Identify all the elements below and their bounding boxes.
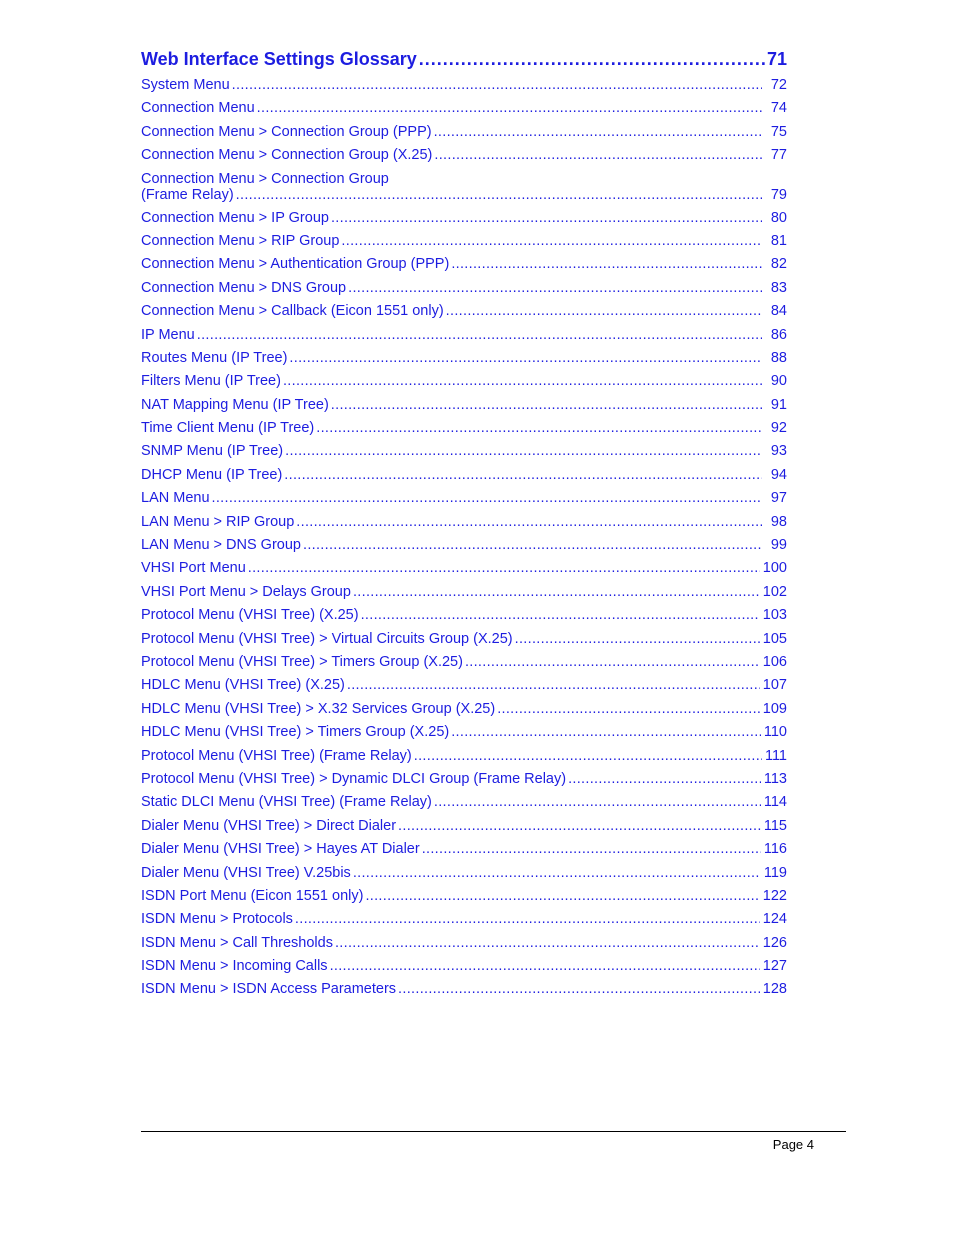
dot-leader bbox=[330, 958, 760, 974]
toc-entry[interactable] bbox=[141, 100, 787, 123]
toc-entry-title: ISDN Menu > Incoming Calls bbox=[141, 958, 328, 975]
toc-entry[interactable] bbox=[141, 373, 787, 396]
toc-entry-title: HDLC Menu (VHSI Tree) (X.25) bbox=[141, 677, 345, 694]
toc-entry-title: Connection Menu > RIP Group bbox=[141, 232, 340, 249]
toc-entry-title: ISDN Port Menu (Eicon 1551 only) bbox=[141, 887, 364, 904]
toc-entry-title: Routes Menu (IP Tree) bbox=[141, 349, 288, 366]
toc-entry-page: 93 bbox=[770, 443, 787, 460]
dot-leader bbox=[414, 748, 762, 764]
dot-leader bbox=[341, 233, 762, 249]
toc-entry[interactable] bbox=[141, 981, 787, 1004]
toc-entry-title: Protocol Menu (VHSI Tree) > Virtual Circuits Group (X.25) bbox=[141, 630, 513, 647]
toc-entry-page: 94 bbox=[770, 466, 787, 483]
toc-entry-page: 127 bbox=[762, 958, 787, 975]
dot-leader bbox=[197, 327, 762, 343]
toc-entry-title: Protocol Menu (VHSI Tree) (Frame Relay) bbox=[141, 747, 412, 764]
dot-leader bbox=[303, 537, 762, 553]
toc-entry-page: 80 bbox=[770, 209, 787, 226]
toc-heading-page: 71 bbox=[766, 49, 787, 69]
dot-leader bbox=[257, 100, 762, 116]
toc-entry-title-line1: Connection Menu > Connection Group bbox=[141, 170, 389, 187]
page-number: Page 4 bbox=[772, 1137, 814, 1152]
toc-entry-title: DHCP Menu (IP Tree) bbox=[141, 466, 283, 483]
toc-entry-page: 83 bbox=[770, 279, 787, 296]
toc-entry-page: 103 bbox=[762, 607, 787, 624]
toc-entry[interactable] bbox=[141, 841, 787, 864]
toc-entry[interactable] bbox=[141, 748, 787, 771]
dot-leader bbox=[335, 935, 760, 951]
toc-entry[interactable] bbox=[141, 818, 787, 841]
toc-entry-title: ISDN Menu > Call Thresholds bbox=[141, 934, 333, 951]
toc-entry-list bbox=[141, 77, 787, 1005]
dot-leader bbox=[353, 865, 761, 881]
toc-entry-page: 126 bbox=[762, 934, 787, 951]
dot-leader bbox=[568, 771, 761, 787]
dot-leader bbox=[212, 490, 762, 506]
toc-entry[interactable] bbox=[141, 147, 787, 170]
dot-leader bbox=[289, 350, 762, 366]
toc-entry-page: 107 bbox=[762, 677, 787, 694]
toc-entry-title: LAN Menu > DNS Group bbox=[141, 537, 301, 554]
dot-leader bbox=[283, 373, 762, 389]
toc-entry-page: 82 bbox=[770, 256, 787, 273]
toc-entry-page: 77 bbox=[770, 147, 787, 164]
dot-leader bbox=[331, 397, 762, 413]
toc-entry[interactable] bbox=[141, 256, 787, 279]
toc-entry[interactable] bbox=[141, 537, 787, 560]
toc-entry-title: Static DLCI Menu (VHSI Tree) (Frame Relay) bbox=[141, 794, 432, 811]
toc-entry[interactable] bbox=[141, 724, 787, 747]
toc-section-heading[interactable] bbox=[141, 48, 787, 70]
toc-entry[interactable] bbox=[141, 794, 787, 817]
toc-entry[interactable] bbox=[141, 911, 787, 934]
toc-entry-title: LAN Menu > RIP Group bbox=[141, 513, 295, 530]
toc-entry-page: 84 bbox=[770, 303, 787, 320]
toc-entry-title: Dialer Menu (VHSI Tree) > Direct Dialer bbox=[141, 817, 397, 834]
toc-entry-page: 79 bbox=[770, 186, 787, 203]
toc-entry-title: Connection Menu > Connection Group (PPP) bbox=[141, 123, 432, 140]
dot-leader bbox=[331, 210, 762, 226]
dot-leader bbox=[236, 187, 762, 203]
toc-entry[interactable] bbox=[141, 701, 787, 724]
toc-entry-page: 91 bbox=[770, 396, 787, 413]
dot-leader bbox=[284, 467, 762, 483]
toc-entry-page: 75 bbox=[770, 123, 787, 140]
toc-entry-title: LAN Menu bbox=[141, 490, 210, 507]
dot-leader bbox=[398, 818, 761, 834]
toc-entry-title: ISDN Menu > Protocols bbox=[141, 911, 293, 928]
toc-entry[interactable] bbox=[141, 888, 787, 911]
toc-entry[interactable] bbox=[141, 490, 787, 513]
toc-entry-page: 106 bbox=[762, 653, 787, 670]
dot-leader bbox=[365, 888, 759, 904]
toc-entry-page: 98 bbox=[770, 513, 787, 530]
dot-leader bbox=[296, 514, 762, 530]
toc-entry-page: 128 bbox=[762, 981, 787, 998]
toc-entry-page: 109 bbox=[762, 700, 787, 717]
toc-entry-page: 92 bbox=[770, 420, 787, 437]
toc-entry[interactable] bbox=[141, 327, 787, 350]
dot-leader bbox=[419, 48, 765, 70]
toc-entry[interactable] bbox=[141, 771, 787, 794]
toc-entry[interactable] bbox=[141, 280, 787, 303]
toc-entry-title: Connection Menu > Authentication Group (PPP) bbox=[141, 256, 450, 273]
toc-entry[interactable] bbox=[141, 467, 787, 490]
dot-leader bbox=[248, 560, 760, 576]
toc-entry-page: 100 bbox=[762, 560, 787, 577]
toc-entry-title: Protocol Menu (VHSI Tree) > Timers Group (X.25) bbox=[141, 653, 463, 670]
toc-entry-page: 105 bbox=[762, 630, 787, 647]
toc-entry-title-line2: (Frame Relay) bbox=[141, 186, 234, 203]
toc-entry[interactable] bbox=[141, 77, 787, 100]
toc-entry-title: System Menu bbox=[141, 77, 230, 93]
toc-entry[interactable] bbox=[141, 560, 787, 583]
toc-entry-page: 113 bbox=[763, 770, 787, 787]
footer-divider bbox=[141, 1131, 846, 1132]
toc-entry[interactable] bbox=[141, 935, 787, 958]
toc-entry-page: 88 bbox=[770, 349, 787, 366]
toc-entry-title: Dialer Menu (VHSI Tree) > Hayes AT Dialer bbox=[141, 841, 420, 858]
dot-leader bbox=[434, 794, 761, 810]
toc-entry-title: Protocol Menu (VHSI Tree) > Dynamic DLCI Group (Frame Relay) bbox=[141, 770, 567, 787]
toc-entry[interactable] bbox=[141, 607, 787, 630]
toc-entry-page: 115 bbox=[763, 817, 787, 834]
dot-leader bbox=[434, 147, 762, 163]
toc-entry-title: SNMP Menu (IP Tree) bbox=[141, 443, 284, 460]
toc-entry[interactable] bbox=[141, 514, 787, 537]
toc-entry-title: Connection Menu > Callback (Eicon 1551 only) bbox=[141, 303, 444, 320]
toc-entry-title: HDLC Menu (VHSI Tree) > Timers Group (X.25) bbox=[141, 724, 450, 741]
dot-leader bbox=[422, 841, 761, 857]
toc-entry-page: 72 bbox=[770, 77, 787, 93]
toc-entry-page: 114 bbox=[763, 794, 787, 811]
toc-entry-title: Connection Menu > DNS Group bbox=[141, 279, 347, 296]
dot-leader bbox=[353, 584, 760, 600]
toc-entry-page: 74 bbox=[770, 100, 787, 117]
toc-entry-page: 99 bbox=[770, 537, 787, 554]
toc-entry-page: 116 bbox=[763, 841, 787, 858]
toc-entry-title: IP Menu bbox=[141, 326, 195, 343]
dot-leader bbox=[348, 280, 762, 296]
dot-leader bbox=[398, 981, 760, 997]
toc-entry-title: NAT Mapping Menu (IP Tree) bbox=[141, 396, 329, 413]
dot-leader bbox=[497, 701, 760, 717]
toc-entry[interactable] bbox=[141, 631, 787, 654]
toc-entry-title: VHSI Port Menu bbox=[141, 560, 246, 577]
toc-entry-page: 90 bbox=[770, 373, 787, 390]
toc-entry[interactable] bbox=[141, 350, 787, 373]
dot-leader bbox=[446, 303, 762, 319]
dot-leader bbox=[285, 443, 762, 459]
toc-entry-page: 110 bbox=[763, 724, 787, 741]
dot-leader bbox=[316, 420, 762, 436]
dot-leader bbox=[465, 654, 760, 670]
dot-leader bbox=[232, 77, 762, 93]
toc-entry[interactable] bbox=[141, 210, 787, 233]
toc-entry-page: 122 bbox=[762, 887, 787, 904]
toc-entry-title: Connection Menu > IP Group bbox=[141, 209, 329, 226]
toc-entry[interactable] bbox=[141, 654, 787, 677]
toc-entry[interactable] bbox=[141, 420, 787, 443]
toc-entry[interactable] bbox=[141, 124, 787, 147]
dot-leader bbox=[295, 911, 760, 927]
dot-leader bbox=[434, 124, 762, 140]
toc-entry[interactable] bbox=[141, 584, 787, 607]
toc-entry-page: 102 bbox=[762, 583, 787, 600]
toc-entry[interactable] bbox=[141, 443, 787, 466]
toc-entry[interactable] bbox=[141, 958, 787, 981]
toc-entry-title: Protocol Menu (VHSI Tree) (X.25) bbox=[141, 607, 359, 624]
toc-entry-title: Filters Menu (IP Tree) bbox=[141, 373, 281, 390]
toc-entry-title: HDLC Menu (VHSI Tree) > X.32 Services Group (X.25) bbox=[141, 700, 496, 717]
dot-leader bbox=[515, 631, 760, 647]
dot-leader bbox=[347, 677, 760, 693]
toc-entry[interactable] bbox=[141, 233, 787, 256]
toc-entry-title: Dialer Menu (VHSI Tree) V.25bis bbox=[141, 864, 351, 881]
toc-entry-title: Connection Menu > Connection Group (X.25) bbox=[141, 147, 433, 164]
toc-entry-page: 97 bbox=[770, 490, 787, 507]
toc-entry-page: 81 bbox=[770, 232, 787, 249]
toc-entry-title: Connection Menu bbox=[141, 100, 255, 117]
toc-entry-page: 119 bbox=[763, 864, 787, 881]
dot-leader bbox=[361, 607, 760, 623]
toc-entry[interactable] bbox=[141, 171, 787, 210]
toc-entry-title: ISDN Menu > ISDN Access Parameters bbox=[141, 981, 397, 998]
toc-entry[interactable] bbox=[141, 865, 787, 888]
toc-entry-page: 124 bbox=[762, 911, 787, 928]
dot-leader bbox=[451, 724, 761, 740]
table-of-contents bbox=[141, 48, 787, 1005]
toc-entry[interactable] bbox=[141, 397, 787, 420]
dot-leader bbox=[451, 256, 762, 272]
toc-heading-title: Web Interface Settings Glossary bbox=[141, 49, 417, 69]
toc-entry-title: Time Client Menu (IP Tree) bbox=[141, 420, 315, 437]
toc-entry-page: 86 bbox=[770, 326, 787, 343]
toc-entry-page: 111 bbox=[764, 747, 787, 764]
toc-entry[interactable] bbox=[141, 677, 787, 700]
toc-entry[interactable] bbox=[141, 303, 787, 326]
toc-entry-title: VHSI Port Menu > Delays Group bbox=[141, 583, 351, 600]
